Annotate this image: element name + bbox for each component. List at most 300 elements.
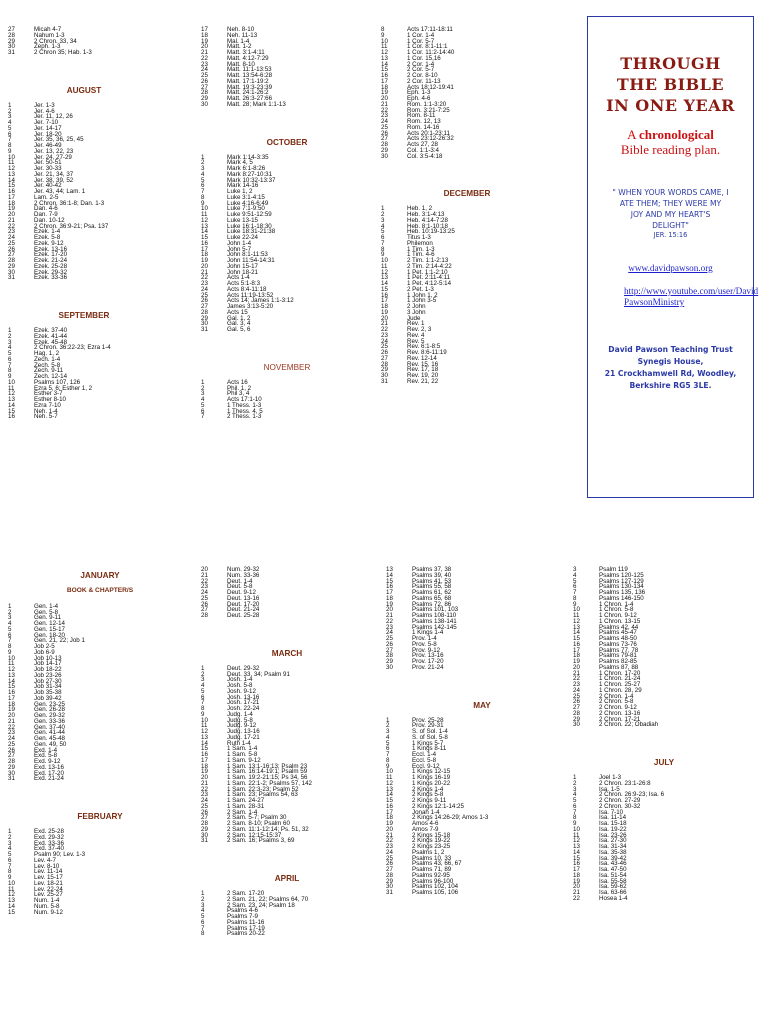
reading-text: Prov. 25-28 — [412, 716, 444, 724]
day-number: 24 — [8, 735, 15, 742]
reading-row — [4, 50, 164, 56]
day-number: 14 — [381, 60, 388, 68]
day-number: 24 — [201, 589, 208, 596]
month-spacer — [197, 619, 377, 641]
day-number: 26 — [201, 77, 208, 85]
youtube-link[interactable]: http://www.youtube.com/user/David — [624, 286, 759, 296]
reading-text: Exd. 9-12 — [34, 758, 61, 765]
day-number: 30 — [381, 152, 388, 160]
day-number: 4 — [8, 119, 12, 126]
day-number: 2 — [201, 159, 205, 167]
month-heading: AUGUST — [66, 85, 102, 95]
reading-text: John 8:1-11:53 — [227, 251, 268, 259]
reading-text: Deut. 13-16 — [227, 594, 260, 602]
day-number: 21 — [573, 669, 580, 677]
reading-text: Judg. 13-16 — [227, 728, 260, 735]
reading-text: Num. 1-4 — [34, 897, 60, 904]
reading-text: 2 Pet. 1-3 — [407, 285, 434, 293]
day-number: 1 — [386, 716, 390, 724]
day-number: 22 — [201, 54, 208, 62]
reading-text: Isa. 35-38 — [599, 848, 627, 856]
day-number: 27 — [201, 814, 208, 822]
day-number: 5 — [201, 401, 205, 409]
reading-text: Job 35-38 — [34, 689, 62, 696]
reading-text: Psalms 138-141 — [412, 617, 457, 625]
day-number: 6 — [573, 802, 577, 810]
subtitle-line-2: Bible reading plan. — [620, 142, 721, 157]
reading-row — [4, 910, 196, 916]
reading-text: 2 Tim. 2:14-4:22 — [407, 262, 452, 270]
reading-text: Rom. 14-16 — [407, 123, 440, 131]
day-number: 12 — [573, 617, 580, 625]
reading-column-2 — [197, 27, 377, 420]
reading-text: Psalms 20-22 — [227, 930, 265, 938]
reading-text: Acts 15 — [227, 308, 248, 316]
subtitle-emphasis: chronological — [639, 127, 714, 142]
reading-text: Titus 1-3 — [407, 234, 431, 241]
day-number: 23 — [8, 228, 15, 236]
day-number: 9 — [201, 199, 205, 207]
reading-text: Num. 5-8 — [34, 902, 60, 910]
reading-text: Josh. 5-8 — [227, 682, 253, 689]
reading-text: 2 Sam. 23, 24; Psalm 18 — [227, 901, 295, 909]
reading-text: Lev. 25-27 — [34, 891, 63, 899]
reading-text: 2 Chron. 9-12 — [599, 704, 637, 711]
day-number: 26 — [381, 349, 388, 356]
day-number: 14 — [8, 902, 15, 910]
day-number: 7 — [573, 589, 577, 596]
day-number: 5 — [201, 176, 205, 184]
reading-text: Exd. 25-28 — [34, 828, 64, 835]
day-number: 14 — [8, 176, 15, 184]
youtube-link-cont[interactable]: PawsonMinistry — [624, 297, 685, 307]
reading-text: Exd. 13-16 — [34, 763, 64, 771]
reading-text: Jer. 7-10 — [34, 119, 59, 126]
day-number: 19 — [386, 820, 393, 827]
day-number: 13 — [386, 566, 393, 573]
day-number: 8 — [8, 367, 12, 375]
reading-text: 1 John 1, 2 — [407, 291, 438, 299]
day-number: 5 — [8, 124, 12, 132]
day-number: 9 — [573, 820, 577, 827]
reading-text: Isa. 39-42 — [599, 854, 627, 862]
day-number: 5 — [8, 851, 12, 858]
reading-text: Psalms 101, 103 — [412, 606, 459, 614]
reading-text: Luke 3:1-4:15 — [227, 193, 265, 201]
reading-text: Psalms 77, 78 — [599, 646, 639, 654]
day-number: 4 — [381, 222, 385, 230]
day-number: 7 — [8, 862, 12, 870]
day-number: 13 — [201, 222, 208, 230]
day-number: 27 — [381, 354, 388, 362]
trust-name: David Pawson Teaching Trust — [608, 345, 733, 354]
reading-text: 2 Cor. 11-13 — [407, 77, 441, 85]
reading-text: Matt. 4:12-7:29 — [227, 54, 269, 62]
day-number: 22 — [381, 106, 388, 114]
reading-text: Job 10-13 — [34, 654, 62, 662]
day-number: 11 — [8, 159, 15, 167]
reading-text: Acts 11:19-13:52 — [227, 291, 274, 299]
day-number: 21 — [201, 268, 208, 276]
reading-text: Gen. 45-48 — [34, 735, 65, 742]
day-number: 14 — [386, 571, 393, 579]
reading-text: Psalms 39, 40 — [412, 571, 452, 579]
day-number: 7 — [573, 808, 577, 816]
reading-text: 1 Sam. 28-31 — [227, 802, 265, 810]
day-number: 15 — [8, 407, 15, 415]
reading-row — [197, 613, 377, 619]
day-number: 16 — [201, 239, 208, 247]
reading-text: Jer. 1-3 — [34, 101, 55, 109]
reading-text: Jer. 11, 12, 26 — [34, 113, 73, 121]
reading-text: Acts 1-4 — [227, 274, 250, 282]
reading-text: 1 Chron. 28, 29 — [599, 686, 642, 694]
day-number: 19 — [573, 658, 580, 665]
reading-text: Prov. 9-12 — [412, 646, 441, 654]
reading-text: Ezek. 13-16 — [34, 245, 68, 253]
reading-text: Acts 5:1-8:3 — [227, 280, 261, 287]
day-number: 11 — [8, 660, 15, 668]
reading-text: 2 Chron. 33, 34 — [34, 37, 77, 45]
day-number: 22 — [573, 894, 580, 902]
reading-text: Luke 7:1-9:50 — [227, 205, 265, 213]
day-number: 8 — [573, 594, 577, 602]
day-number: 14 — [386, 791, 393, 799]
reading-text: Gen. 37-40 — [34, 723, 65, 731]
month-heading: MARCH — [271, 648, 303, 658]
reading-text: Zech. 1-4 — [34, 355, 61, 363]
reading-column-4 — [4, 563, 196, 915]
reading-text: Deut. 1-4 — [227, 577, 253, 585]
reading-text: Acts 14; James 1:1-3:12 — [227, 297, 294, 305]
day-number: 15 — [8, 908, 15, 916]
day-number: 20 — [573, 663, 580, 671]
day-number: 21 — [381, 100, 388, 108]
day-number: 8 — [573, 814, 577, 822]
day-number: 17 — [381, 77, 388, 85]
day-number: 27 — [386, 866, 393, 873]
day-number: 26 — [381, 129, 388, 137]
reading-text: Heb. 8:1-10:18 — [407, 222, 448, 230]
day-number: 23 — [381, 331, 388, 339]
reading-text: Mark 1:14-3:35 — [227, 153, 269, 161]
reading-text: Isa. 51-54 — [599, 871, 627, 879]
day-number: 24 — [381, 118, 388, 125]
day-number: 23 — [386, 843, 393, 850]
day-number: 7 — [201, 924, 205, 932]
day-number: 21 — [573, 889, 580, 896]
reading-text: Psalms 41, 53 — [412, 577, 452, 585]
reading-text: 2 Kings 15-18 — [412, 831, 451, 839]
day-number: 27 — [201, 83, 208, 91]
reading-text: 2 Kings 23-25 — [412, 843, 451, 850]
reading-text: Col. 1:1-3:4 — [407, 146, 439, 154]
reading-row — [4, 776, 196, 782]
reading-text: Heb. 3:1-4:13 — [407, 211, 445, 218]
day-number: 29 — [201, 95, 208, 102]
day-number: 2 — [201, 895, 205, 903]
reading-text: Deut. 33, 34; Psalm 91 — [227, 670, 290, 678]
day-number: 20 — [201, 262, 208, 270]
day-number: 25 — [386, 854, 393, 862]
reading-text: Job 31-34 — [34, 683, 62, 691]
day-number: 29 — [381, 146, 388, 154]
day-number: 20 — [201, 566, 208, 573]
day-number: 9 — [573, 600, 577, 608]
reading-text: James 3:13-5:20 — [227, 303, 274, 310]
title-panel — [587, 16, 759, 498]
reading-text: John 15-17 — [227, 262, 258, 270]
trust-address-1: Synegis House, — [637, 357, 704, 366]
reading-text: 1 Sam. 23; Psalms 54, 63 — [227, 791, 298, 799]
reading-row — [377, 154, 557, 160]
reading-text: Ezek. 29-32 — [34, 268, 68, 276]
reading-text: Esther 8-10 — [34, 396, 66, 403]
day-number: 4 — [8, 344, 12, 352]
day-number: 20 — [573, 883, 580, 891]
day-number: 27 — [201, 606, 208, 614]
reading-text: Jonah 1-4 — [412, 808, 440, 816]
day-number: 13 — [8, 671, 15, 679]
day-number: 26 — [201, 808, 208, 816]
day-number: 30 — [201, 831, 208, 839]
reading-text: Zech. 9-11 — [34, 367, 64, 375]
day-number: 24 — [573, 686, 580, 694]
reading-text: 1 Sam. 16:14-19:1; Psalm 59 — [227, 768, 308, 776]
reading-text: Josh. 1-4 — [227, 676, 253, 684]
reading-text: Luke 1, 2 — [227, 188, 253, 195]
reading-text: Luke 9:51-12:59 — [227, 211, 272, 218]
reading-text: Psalms 61, 62 — [412, 589, 452, 596]
day-number: 28 — [201, 89, 208, 97]
day-number: 29 — [8, 763, 15, 771]
day-number: 23 — [201, 280, 208, 287]
reading-text: Job 23-26 — [34, 671, 62, 679]
reading-text: 2 Sam. 11:1-12:14; Ps. 51, 32 — [227, 825, 309, 833]
day-number: 6 — [573, 583, 577, 591]
day-number: 22 — [386, 617, 393, 625]
day-number: 18 — [201, 31, 208, 39]
day-number: 23 — [201, 60, 208, 68]
trust-address-3: Berkshire RG5 3LE. — [629, 381, 712, 390]
reading-text: Psalms 79-81 — [599, 652, 637, 660]
day-number: 6 — [201, 182, 205, 190]
reading-text: Matt. 24:1-26:2 — [227, 89, 269, 97]
day-number: 10 — [386, 768, 393, 776]
day-number: 31 — [381, 377, 388, 385]
day-number: 24 — [201, 285, 208, 293]
day-number: 29 — [386, 877, 393, 885]
day-number: 11 — [386, 774, 393, 781]
reading-text: 2 Kings 9-11 — [412, 797, 447, 804]
day-number: 22 — [573, 675, 580, 683]
reading-text: 2 Chron 35; Hab. 1-3 — [34, 49, 92, 56]
day-number: 20 — [201, 774, 208, 781]
day-number: 11 — [8, 885, 15, 893]
reading-text: Psalms 82-85 — [599, 658, 637, 665]
reading-text: Neh. 11-13 — [227, 31, 258, 39]
reading-text: Rom. 8-11 — [407, 112, 436, 120]
reading-text: Dan. 7-9 — [34, 211, 58, 218]
day-number: 13 — [8, 170, 15, 178]
day-number: 21 — [8, 216, 15, 224]
day-number: 6 — [8, 130, 12, 138]
reading-text: Acts 20:1-23:11 — [407, 129, 450, 137]
day-number: 25 — [386, 635, 393, 642]
reading-text: Matt. 3:1-4:11 — [227, 49, 265, 56]
reading-text: Jer. 46-49 — [34, 142, 62, 149]
day-number: 14 — [573, 629, 580, 637]
day-number: 2 — [201, 384, 205, 392]
reading-text: 2 Chron. 17-21 — [599, 715, 641, 723]
reading-text: John 11:54-14:31 — [227, 257, 275, 264]
reading-text: Nahum 1-3 — [34, 31, 65, 39]
reading-text: Ezra 5, 6; Esther 1, 2 — [34, 384, 93, 392]
reading-text: Exd. 1-4 — [34, 746, 58, 754]
reading-text: 1 Cor. 11:2-14:40 — [407, 49, 455, 56]
month-heading: JANUARY — [80, 571, 120, 580]
reading-text: Matt. 19:3-23:39 — [227, 83, 273, 91]
day-number: 15 — [573, 635, 580, 642]
day-number: 10 — [573, 606, 580, 614]
day-number: 18 — [381, 83, 388, 91]
reading-text: 2 Thess. 1-3 — [227, 413, 262, 421]
reading-text: 2 Sam. 21, 22; Psalms 64, 70 — [227, 895, 309, 903]
reading-text: Psalms 42, 44 — [599, 623, 639, 631]
reading-row — [4, 414, 164, 420]
day-number: 31 — [8, 274, 15, 282]
website-link[interactable]: www.davidpawson.org — [628, 263, 713, 273]
day-number: 17 — [386, 589, 393, 596]
day-number: 11 — [381, 262, 388, 270]
day-number: 20 — [8, 712, 15, 719]
day-number: 6 — [8, 631, 12, 639]
day-number: 8 — [381, 245, 385, 253]
day-number: 10 — [201, 205, 208, 213]
reading-text: Rev. 2, 3 — [407, 326, 432, 333]
day-number: 15 — [381, 66, 388, 74]
reading-text: Gen. 12-14 — [34, 620, 65, 627]
day-number: 14 — [8, 401, 15, 409]
reading-text: Acts 17:1-10 — [227, 396, 262, 403]
reading-text: Ezek. 1-4 — [34, 228, 61, 236]
month-spacer — [197, 108, 377, 130]
reading-column-7 — [569, 567, 759, 902]
day-number: 19 — [8, 205, 15, 213]
day-number: 18 — [8, 199, 15, 207]
day-number: 28 — [573, 709, 580, 717]
reading-text: Lev. 8-10 — [34, 862, 60, 870]
day-number: 19 — [201, 768, 208, 776]
reading-text: Prov. 13-16 — [412, 652, 444, 660]
reading-text: Josh. 9-12 — [227, 687, 256, 695]
day-number: 15 — [381, 285, 388, 293]
day-number: 22 — [386, 837, 393, 845]
day-number: 9 — [8, 648, 12, 656]
reading-text: 2 Kings 1-4 — [412, 785, 444, 793]
reading-text: Josh. 17-21 — [227, 699, 260, 707]
day-number: 25 — [201, 72, 208, 79]
reading-text: 1 Cor. 1-4 — [407, 31, 435, 39]
day-number: 5 — [8, 350, 12, 357]
reading-text: Isa. 11-14 — [599, 814, 627, 822]
reading-text: 1 John 3-5 — [407, 297, 437, 305]
day-number: 21 — [201, 571, 208, 579]
day-number: 31 — [8, 775, 15, 783]
reading-text: Prov. 1-4 — [412, 635, 437, 642]
day-number: 20 — [386, 606, 393, 614]
day-number: 26 — [386, 860, 393, 868]
reading-text: 2 Cor. 5-7 — [407, 66, 435, 74]
day-number: 9 — [8, 874, 12, 881]
reading-text: Jer. 14-17 — [34, 124, 62, 132]
day-number: 26 — [8, 746, 15, 754]
day-number: 13 — [201, 733, 208, 741]
reading-text: Job 6-9 — [34, 648, 55, 656]
day-number: 16 — [386, 802, 393, 810]
reading-text: Prov. 17-20 — [412, 658, 444, 665]
reading-text: Rev. 6:1-8:5 — [407, 343, 441, 351]
reading-text: John 18-21 — [227, 268, 258, 276]
day-number: 4 — [201, 170, 205, 178]
day-number: 10 — [8, 879, 15, 887]
reading-text: Job 2-5 — [34, 643, 55, 650]
day-number: 18 — [573, 871, 580, 879]
reading-text: 1 Thess. 4, 5 — [227, 407, 263, 415]
day-number: 17 — [8, 694, 15, 702]
reading-text: Gen. 29-32 — [34, 712, 65, 719]
day-number: 30 — [386, 883, 393, 891]
day-number: 25 — [381, 123, 388, 131]
reading-text: Gen. 21, 22; Job 1 — [34, 637, 85, 645]
day-number: 12 — [381, 268, 388, 276]
day-number: 8 — [8, 142, 12, 149]
reading-column-6 — [382, 567, 582, 896]
reading-text: Deut. 9-12 — [227, 589, 256, 596]
day-number: 16 — [573, 860, 580, 868]
reading-text: Joel 1-3 — [599, 774, 622, 781]
day-number: 10 — [8, 153, 15, 161]
day-number: 19 — [381, 89, 388, 97]
day-number: 4 — [386, 733, 390, 741]
day-number: 23 — [381, 112, 388, 120]
day-number: 19 — [386, 600, 393, 608]
reading-row — [197, 838, 377, 844]
day-number: 19 — [201, 257, 208, 264]
reading-text: Rev. 5 — [407, 337, 425, 345]
reading-text: Eccl. 1-4 — [412, 751, 437, 758]
reading-text: 1 Kings 5-7 — [412, 739, 444, 747]
reading-text: 1 Sam. 9-12 — [227, 756, 261, 764]
day-number: 18 — [8, 700, 15, 708]
reading-row — [197, 931, 377, 937]
month-spacer — [382, 671, 582, 693]
day-number: 2 — [8, 833, 12, 841]
day-number: 23 — [201, 791, 208, 799]
day-number: 23 — [201, 583, 208, 591]
reading-text: Neh. 1-4 — [34, 407, 58, 415]
day-number: 24 — [201, 66, 208, 74]
reading-text: Gal. 5, 6 — [227, 326, 251, 333]
day-number: 17 — [201, 26, 208, 33]
reading-text: Judg. 1-4 — [227, 710, 253, 718]
day-number: 16 — [8, 413, 15, 421]
reading-text: 1 Pet. 1:1-2:10 — [407, 268, 448, 276]
reading-text: Exd. 21-24 — [34, 775, 64, 783]
day-number: 15 — [201, 745, 208, 753]
reading-text: 1 Chron. 5-8 — [599, 606, 634, 614]
day-number: 15 — [8, 683, 15, 691]
